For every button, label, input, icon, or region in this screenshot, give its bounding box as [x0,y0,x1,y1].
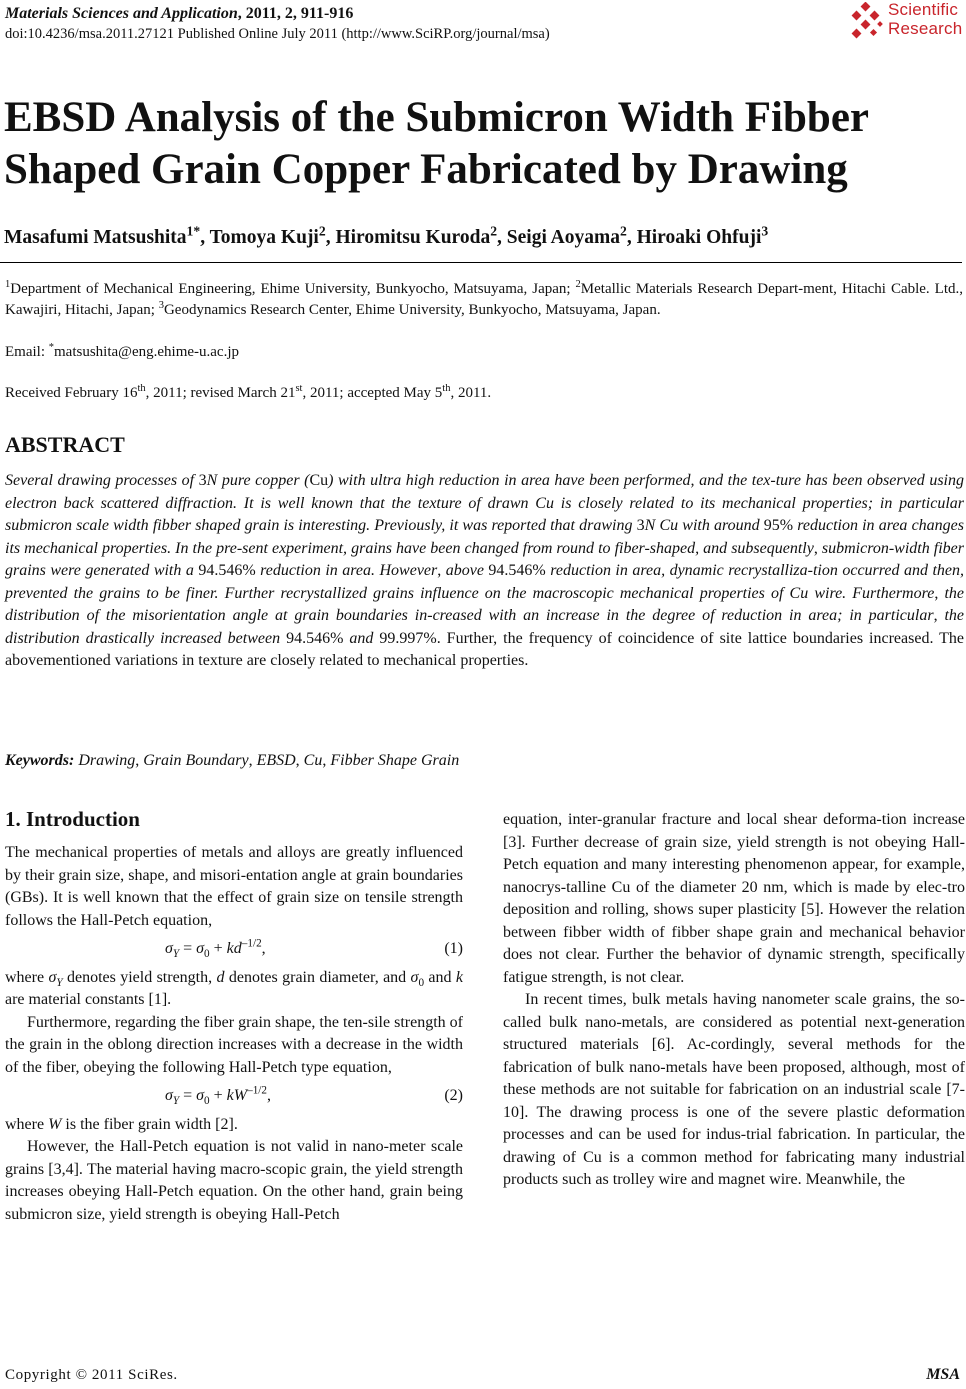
eq-subscript: Y [172,948,180,961]
logo-text-scientific: Scientific [888,0,959,19]
abstract-text: ) with ultra high reduction in area have been performed, and the tex-ture has been observed using electron back scattered diffraction. It is well known that the texture of drawn Cu is closely related to its mechanical properties; in particular submicron scale width fibber shaped grain is interesting. Previously, it was reported that drawing [5,472,965,534]
scirp-logo-icon [848,2,886,42]
symbol: W [48,1115,62,1133]
author-affil-mark: 3 [761,223,769,239]
eq-operator: = [179,940,197,957]
eq-punct: , [261,940,266,957]
abstract-text: reduction in area changes its mechanical properties. In the pre-sent experiment, grains have been changed from round to fiber-shaped, and subsequently [5,517,965,557]
revised-text: , 2011; revised March 21 [145,385,296,401]
text: denotes yield strength, [62,968,217,986]
abstract-text: the distribution drastically increased between [5,607,965,647]
abstract-text: 99.997%. [379,629,441,647]
equation-2 [5,1085,463,1108]
subscript: Y [56,976,63,989]
eq-exponent: –1/2 [247,1084,267,1097]
abstract-text: 94.546% [286,629,344,647]
keyword: Grain Boundary [143,752,249,769]
author-affil-mark: 2 [490,223,498,239]
subscript: 0 [418,976,425,989]
author-affil-mark: 2 [318,223,326,239]
received-text: Received February 16 [5,385,138,401]
received-dates [5,383,491,404]
keyword: Cu [303,752,323,769]
title-divider [0,262,962,263]
text: where [5,968,49,986]
eq-term: kd [226,940,242,957]
affiliation-3: Geodynamics Research Center, Ehime University, Bunkyocho, Matsuyama, Japan. [163,302,661,318]
paper-title: EBSD Analysis of the Submicron Width Fibber Shaped Grain Copper Fabricated by Drawing [4,94,869,193]
text: is the fiber grain width [2]. [61,1115,238,1133]
abstract-text: , [933,607,938,624]
abstract-text: the distribution of the misorientation angle at grain boundaries in-creased with an increase in the degree of reduction in area; in particular [5,584,965,624]
right-column [503,809,965,1192]
ordinal-suffix: th [137,383,146,394]
abstract-text: 3 [198,472,207,489]
abstract-text: above [441,562,489,579]
keyword: Drawing [78,752,136,769]
author-affil-mark: 1* [186,223,201,239]
text: where [5,1115,49,1133]
abstract-text: Several drawing processes of [5,472,199,489]
abstract-body [5,470,964,673]
section-heading: 1. Introduction [5,807,140,831]
abstract-text: , [437,562,442,579]
copyright-footer: Copyright © 2011 SciRes. [5,1367,178,1383]
eq-subscript: 0 [204,948,210,961]
email-label: Email: [5,344,49,360]
abstract-text: 3 [636,517,645,534]
abstract-text: 94.546% [488,562,546,579]
email-mark: * [48,342,54,353]
abstract-heading: ABSTRACT [5,432,125,457]
email-line [5,342,239,363]
symbol: k [455,968,463,986]
abstract-text: submicron-width fiber grains were generated with a [5,539,964,579]
abstract-text: , [813,539,818,557]
affiliation-2: Metallic Materials Research Depart-ment, Hitachi Cable. Ltd., Kawajiri, Hitachi, Japan; [5,281,963,318]
publisher-logo [848,0,966,46]
affil-mark: 2 [575,279,581,290]
author-name: Hiromitsu Kuroda [335,227,491,248]
abstract-text: , [934,584,939,602]
equation-number: (2) [444,1087,463,1104]
paragraph: In recent times, bulk metals having nanometer scale grains, the so-called bulk nano-metals, are considered as potential next-generation structured materials [6]. Ac-cordingly, several methods for the fabrication of bulk nano-metals have been proposed, although, most of these methods are not suitable for fabrication on an industrial scale [7-10]. The drawing process is one of the severe plastic deformation processes and can be used for indus-trial fabrication. In particular, the drawing of Cu is a common method for fabricating many industrial products such as trolley wire and magnet wire. Meanwhile, the [503,991,965,1188]
abstract-text: 94.546% [198,562,256,579]
symbol: σ [410,968,419,986]
ordinal-suffix: st [295,383,303,394]
abstract-text: Further, the frequency of coincidence of site lattice boundaries increased. The abovementioned variations in texture are closely related to mechanical properties. [5,629,965,669]
abstract-text: N Cu with around [644,517,764,534]
left-column [5,806,463,1226]
text: denotes grain diameter, and [224,968,411,986]
email-address[interactable]: matsushita@eng.ehime-u.ac.jp [54,344,240,360]
author-name: Hiroaki Ohfuji [636,227,762,248]
abstract-text: reduction in area, dynamic recrystalliza-tion occurred and then, prevented the grains to be finer. Further recrystallized grains influence on the macroscopic mechanical properties of Cu wire. Furthermore [5,562,965,602]
paragraph: However, the Hall-Petch equation is not valid in nano-meter scale grains [3,4]. The material having macro-scopic grain, the yield strength increases obeying Hall-Petch equation. On the other hand, grain being submicron size, yield strength is obeying Hall-Petch [5,1138,463,1223]
abstract-text: and [343,629,380,647]
journal-citation [5,4,353,24]
equation-1 [5,938,463,961]
text: and [424,968,456,986]
eq-operator: + [209,1087,227,1104]
affil-mark: 3 [158,300,164,311]
affiliation-1: Department of Mechanical Engineering, Ehime University, Bunkyocho, Matsuyama, Japan; [10,281,576,297]
symbol: σ [48,968,57,986]
eq-operator: = [179,1087,197,1104]
eq-symbol: σ [196,940,205,957]
author-list: Masafumi Matsushita$^{1*}$, Tomoya Kuji$^2$, Hiromitsu Kuroda$^2$, Seigi Aoyama$^2$, Hiroaki Ohfuji$^3$ [4,223,769,248]
author-name: Tomoya Kuji [209,227,319,248]
journal-name: Materials Sciences and Application [5,5,238,22]
paragraph [5,1114,463,1137]
paragraph [5,967,463,1012]
journal-volume: , 2011, 2, 911-916 [237,5,354,22]
year-text: , 2011. [450,385,492,401]
text: are material constants [1]. [5,991,172,1008]
abstract-text: 95% [763,517,794,534]
eq-symbol: σ [196,1087,205,1104]
keywords-label: Keywords [5,752,69,769]
paragraph: Furthermore, regarding the fiber grain shape, the ten-sile strength of the grain in the oblong direction increases with a decrease in the width of the fiber, obeying the following Hall-Petch type equation, [5,1013,463,1076]
abstract-text: reduction in area. However [255,562,438,579]
author-name: Masafumi Matsushita [4,227,187,248]
doi-line: doi:10.4236/msa.2011.27121 Published Online July 2011 (http://www.SciRP.org/journal/msa) [5,26,550,42]
abstract-text: Cu [309,472,329,489]
paragraph: equation, inter-granular fracture and local shear deforma-tion increase [3]. Further decrease of grain size, yield strength is not obeying Hall-Petch equation and many interesting phenomenon appear, for example, nanocrys-talline Cu of the diameter 20 nm, which is made by elec-tro deposition and rolling, shows super plasticity [5]. However the relation between fibber width of fibber shape grain and mechanical behavior does not clear. Further the behavior of dynamic strength, specifically fatigue strength, is not clear. [503,811,965,986]
accepted-text: , 2011; accepted May 5 [302,385,443,401]
keywords-line: Keywords: Drawing, Grain Boundary, EBSD, Cu, Fibber Shape Grain [5,752,460,769]
eq-punct: , [267,1087,271,1104]
eq-symbol: σ [165,940,173,957]
symbol: d [216,968,225,986]
author-name: Seigi Aoyama [506,227,620,248]
affil-mark: 1 [5,279,11,290]
logo-text-research: Research [888,19,963,38]
ordinal-suffix: th [442,383,451,394]
paragraph: The mechanical properties of metals and alloys are greatly influenced by their grain size, shape, and misori-entation angle at grain boundaries (GBs). It is well known that the effect of grain size on tensile strength follows the Hall-Petch equation, [5,844,463,929]
keyword: Fibber Shape Grain [330,752,460,769]
author-affil-mark: 2 [620,223,627,239]
abstract-text: N pure copper ( [206,472,310,489]
journal-abbreviation: MSA [926,1366,960,1383]
eq-operator: + [209,940,227,957]
affiliations [5,279,963,321]
keyword: EBSD [256,752,296,769]
eq-subscript: 0 [204,1095,210,1108]
eq-term: kW [226,1087,248,1104]
eq-subscript: Y [172,1095,180,1108]
eq-symbol: σ [165,1087,173,1104]
eq-exponent: –1/2 [241,937,262,950]
equation-number: (1) [444,940,463,957]
